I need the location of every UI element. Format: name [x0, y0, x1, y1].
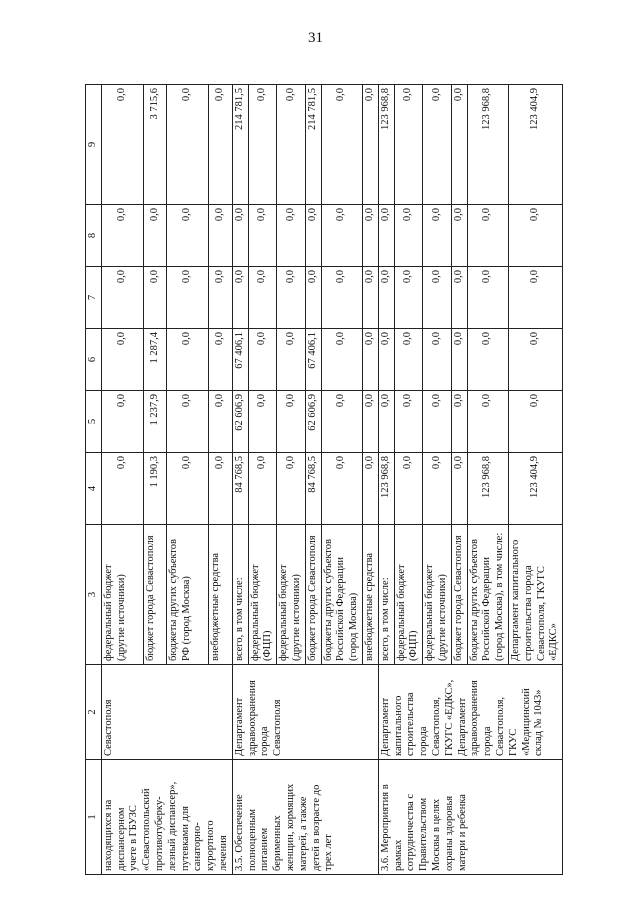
value-cell: 0,0	[277, 329, 306, 391]
value-cell: 0,0	[167, 267, 209, 329]
table-row	[232, 85, 248, 875]
value-cell: 0,0	[277, 453, 306, 525]
source-cell: внебюджетные средства	[209, 525, 232, 665]
value-cell: 0,0	[423, 391, 452, 453]
header-cell: 7	[86, 267, 102, 329]
rotated-table-container	[85, 85, 560, 875]
value-cell: 0,0	[467, 267, 508, 329]
source-cell: бюджеты других субъектов Российской Федерации (город Москва)	[321, 525, 362, 665]
value-cell: 0,0	[209, 453, 232, 525]
value-cell: 0,0	[451, 205, 467, 267]
value-cell: 0,0	[508, 391, 562, 453]
value-cell: 1 287,4	[143, 329, 166, 391]
value-cell: 0,0	[101, 329, 143, 391]
value-cell: 0,0	[423, 205, 452, 267]
value-cell: 0,0	[101, 205, 143, 267]
executor-cell: Севастополя	[101, 665, 232, 760]
value-cell: 0,0	[248, 391, 277, 453]
value-cell: 123 968,8	[378, 453, 394, 525]
table-body	[101, 85, 562, 875]
value-cell: 0,0	[321, 391, 362, 453]
header-cell: 5	[86, 391, 102, 453]
source-cell: федеральный бюджет (другие источники)	[423, 525, 452, 665]
header-cell: 8	[86, 205, 102, 267]
value-cell: 62 606,9	[232, 391, 248, 453]
value-cell: 0,0	[248, 329, 277, 391]
value-cell: 0,0	[167, 391, 209, 453]
value-cell: 0,0	[305, 205, 321, 267]
value-cell: 0,0	[167, 329, 209, 391]
source-cell: бюджет города Севастополя	[143, 525, 166, 665]
value-cell: 123 404,9	[508, 85, 562, 205]
value-cell: 0,0	[321, 453, 362, 525]
header-cell: 9	[86, 85, 102, 205]
value-cell: 0,0	[378, 205, 394, 267]
value-cell: 0,0	[423, 85, 452, 205]
value-cell: 0,0	[451, 85, 467, 205]
source-cell: всего, в том числе:	[232, 525, 248, 665]
header-row	[86, 85, 102, 875]
value-cell: 0,0	[209, 267, 232, 329]
value-cell: 0,0	[423, 267, 452, 329]
value-cell: 0,0	[209, 85, 232, 205]
value-cell: 67 406,1	[232, 329, 248, 391]
value-cell: 0,0	[394, 391, 423, 453]
source-cell: федеральный бюджет (ФЦП)	[394, 525, 423, 665]
header-cell: 6	[86, 329, 102, 391]
value-cell: 67 406,1	[305, 329, 321, 391]
value-cell: 123 968,8	[467, 453, 508, 525]
value-cell: 0,0	[451, 391, 467, 453]
value-cell: 0,0	[423, 453, 452, 525]
value-cell: 0,0	[101, 391, 143, 453]
value-cell: 0,0	[321, 267, 362, 329]
value-cell: 0,0	[451, 267, 467, 329]
value-cell: 0,0	[277, 391, 306, 453]
value-cell: 0,0	[362, 329, 378, 391]
source-cell: бюджеты других субъектов РФ (город Москва)	[167, 525, 209, 665]
value-cell: 0,0	[232, 205, 248, 267]
value-cell: 0,0	[321, 205, 362, 267]
value-cell: 0,0	[362, 453, 378, 525]
value-cell: 0,0	[209, 329, 232, 391]
table-row	[378, 85, 394, 875]
executor-cell: Департамент капитального строительства города Севастополя, ГКУГС «ЕДКС», Департамент здравоохранения города Севастополя, ГКУС «Медицинский склад № 1043»	[378, 665, 562, 760]
source-cell: Департамент капитального строительства города Севастополя, ГКУГС «ЕДКС»	[508, 525, 562, 665]
value-cell: 62 606,9	[305, 391, 321, 453]
value-cell: 0,0	[143, 267, 166, 329]
value-cell: 1 190,3	[143, 453, 166, 525]
header-cell: 2	[86, 665, 102, 760]
value-cell: 0,0	[362, 267, 378, 329]
value-cell: 84 768,5	[305, 453, 321, 525]
source-cell: федеральный бюджет (другие источники)	[101, 525, 143, 665]
value-cell: 0,0	[101, 267, 143, 329]
value-cell: 0,0	[248, 85, 277, 205]
value-cell: 0,0	[277, 85, 306, 205]
value-cell: 0,0	[362, 391, 378, 453]
value-cell: 0,0	[362, 85, 378, 205]
value-cell: 123 968,8	[378, 85, 394, 205]
value-cell: 0,0	[167, 85, 209, 205]
value-cell: 0,0	[508, 267, 562, 329]
source-cell: всего, в том числе:	[378, 525, 394, 665]
value-cell: 214 781,5	[232, 85, 248, 205]
source-cell: бюджеты других субъектов Российской Федерации (город Москва), в том числе:	[467, 525, 508, 665]
value-cell: 0,0	[423, 329, 452, 391]
value-cell: 0,0	[467, 391, 508, 453]
source-cell: внебюджетные средства	[362, 525, 378, 665]
header-cell: 1	[86, 760, 102, 875]
value-cell: 0,0	[451, 453, 467, 525]
value-cell: 0,0	[209, 205, 232, 267]
value-cell: 0,0	[394, 267, 423, 329]
value-cell: 0,0	[394, 205, 423, 267]
header-cell: 3	[86, 525, 102, 665]
value-cell: 0,0	[248, 267, 277, 329]
value-cell: 0,0	[394, 329, 423, 391]
table-row	[101, 85, 143, 875]
source-cell: бюджет города Севастополя	[451, 525, 467, 665]
value-cell: 0,0	[305, 267, 321, 329]
value-cell: 1 237,9	[143, 391, 166, 453]
value-cell: 0,0	[451, 329, 467, 391]
value-cell: 3 715,6	[143, 85, 166, 205]
value-cell: 0,0	[362, 205, 378, 267]
value-cell: 0,0	[101, 453, 143, 525]
value-cell: 0,0	[209, 391, 232, 453]
value-cell: 0,0	[143, 205, 166, 267]
value-cell: 0,0	[508, 205, 562, 267]
value-cell: 0,0	[394, 453, 423, 525]
header-cell: 4	[86, 453, 102, 525]
value-cell: 214 781,5	[305, 85, 321, 205]
value-cell: 0,0	[467, 205, 508, 267]
value-cell: 84 768,5	[232, 453, 248, 525]
source-cell: федеральный бюджет (ФЦП)	[248, 525, 277, 665]
source-cell: федеральный бюджет (другие источники)	[277, 525, 306, 665]
event-cell: 3.5. Обеспечение полноценным питанием берименных женщин, кормящих матерей, а также детей в возрасте до трех лет	[232, 760, 378, 875]
value-cell: 123 404,9	[508, 453, 562, 525]
value-cell: 0,0	[378, 391, 394, 453]
event-cell: находящихся на диспансерном учете в ГБУЗС «Севастопольский противотуберку- лезный диспансер», путевками для санаторно- курортного лечения	[101, 760, 232, 875]
value-cell: 0,0	[248, 205, 277, 267]
budget-table	[85, 84, 563, 875]
value-cell: 123 968,8	[467, 85, 508, 205]
value-cell: 0,0	[232, 267, 248, 329]
value-cell: 0,0	[508, 329, 562, 391]
value-cell: 0,0	[277, 205, 306, 267]
value-cell: 0,0	[167, 453, 209, 525]
value-cell: 0,0	[378, 329, 394, 391]
value-cell: 0,0	[467, 329, 508, 391]
value-cell: 0,0	[394, 85, 423, 205]
value-cell: 0,0	[277, 267, 306, 329]
value-cell: 0,0	[378, 267, 394, 329]
executor-cell: Департамент здравоохранения города Севастополя	[232, 665, 378, 760]
event-cell: 3.6. Мероприятия в рамках сотрудничества с Правительством Москвы в целях охраны здоровья матери и ребенка	[378, 760, 562, 875]
value-cell: 0,0	[248, 453, 277, 525]
value-cell: 0,0	[101, 85, 143, 205]
value-cell: 0,0	[321, 85, 362, 205]
source-cell: бюджет города Севастополя	[305, 525, 321, 665]
value-cell: 0,0	[321, 329, 362, 391]
value-cell: 0,0	[167, 205, 209, 267]
page-number: 31	[308, 30, 323, 46]
